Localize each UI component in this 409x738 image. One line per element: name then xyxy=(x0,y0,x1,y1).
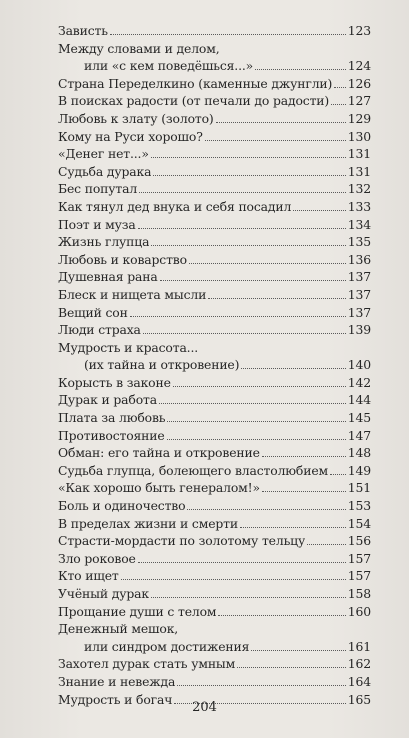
dot-leader xyxy=(330,474,346,475)
toc-entry-title: Учёный дурак xyxy=(58,586,149,601)
toc-entry xyxy=(58,497,371,515)
toc-entry-title: или синдром достижения xyxy=(84,638,250,654)
toc-entry-title: Жизнь глупца xyxy=(58,234,150,250)
dot-leader xyxy=(293,210,346,211)
toc-entry-title: Судьба дурака xyxy=(58,163,152,179)
toc-entry-row xyxy=(58,497,371,515)
toc-entry-title: Корысть в законе xyxy=(58,374,171,390)
dot-leader xyxy=(241,368,346,369)
toc-entry-title: Дурак и работа xyxy=(58,392,157,408)
toc-entry-row xyxy=(58,444,371,462)
toc-entry-page: 162 xyxy=(347,656,371,672)
toc-entry-page: 123 xyxy=(347,23,371,38)
toc-entry-page: 136 xyxy=(347,251,371,267)
toc-entry-page: 147 xyxy=(347,427,371,443)
dot-leader xyxy=(205,140,346,141)
toc-entry-title: Кто ищет xyxy=(58,568,119,584)
dot-leader xyxy=(151,245,345,246)
toc-entry-page: 153 xyxy=(347,498,371,514)
toc-entry-title-line: Между словами и делом, xyxy=(58,40,220,56)
toc-entry-title: Захотел дурак стать умным xyxy=(58,656,236,672)
dot-leader xyxy=(187,509,345,510)
toc-entry-page: 142 xyxy=(347,374,371,390)
toc-entry xyxy=(58,22,371,40)
toc-entry xyxy=(58,427,371,445)
toc-entry-title: Вещий сон xyxy=(58,304,128,320)
toc-entry-row xyxy=(58,180,371,198)
toc-entry-row xyxy=(58,286,371,304)
dot-leader xyxy=(173,386,346,387)
toc-entry-title: Поэт и муза xyxy=(58,216,136,232)
toc-entry-row xyxy=(58,515,371,533)
toc-entry-title: «Денег нет...» xyxy=(58,146,149,162)
toc-entry-title: Любовь к злату (золото) xyxy=(58,110,214,126)
dot-leader xyxy=(237,667,346,668)
toc-entry-title: (их тайна и откровение) xyxy=(84,357,240,373)
toc-entry xyxy=(58,110,371,128)
toc-entry-row xyxy=(58,356,371,374)
toc-entry-row xyxy=(58,567,371,585)
toc-entry-page: 129 xyxy=(347,110,371,126)
toc-entry-title-line: Мудрость и красота... xyxy=(58,339,199,355)
toc-entry-row xyxy=(58,638,371,656)
toc-entry-title: Блеск и нищета мысли xyxy=(58,286,207,302)
dot-leader xyxy=(138,228,346,229)
dot-leader xyxy=(251,650,346,651)
dot-leader xyxy=(138,562,346,563)
toc-entry xyxy=(58,163,371,181)
page-number: 204 xyxy=(192,700,217,715)
toc-entry-row xyxy=(58,673,371,691)
toc-entry xyxy=(58,233,371,251)
toc-entry-row xyxy=(58,233,371,251)
toc-entry xyxy=(58,620,371,655)
toc-entry xyxy=(58,216,371,234)
dot-leader xyxy=(130,316,346,317)
dot-leader xyxy=(255,69,346,70)
dot-leader xyxy=(151,597,346,598)
toc-entry xyxy=(58,550,371,568)
toc-entry xyxy=(58,515,371,533)
toc-entry xyxy=(58,286,371,304)
toc-entry xyxy=(58,479,371,497)
toc-entry xyxy=(58,532,371,550)
toc-entry-row xyxy=(58,585,371,603)
toc-entry-page: 160 xyxy=(347,603,371,619)
dot-leader xyxy=(218,615,345,616)
toc-entry-page: 161 xyxy=(347,638,371,654)
toc-entry-title: Зло роковое xyxy=(58,550,136,566)
toc-entry-page: 137 xyxy=(347,269,371,285)
dot-leader xyxy=(208,298,346,299)
toc-entry-row xyxy=(58,110,371,128)
toc-entry-row xyxy=(58,321,371,339)
toc-entry-page: 154 xyxy=(347,515,371,531)
toc-entry-page: 133 xyxy=(347,198,371,214)
toc-entry xyxy=(58,462,371,480)
toc-entry-title: Судьба глупца, болеющего властолюбием xyxy=(58,462,329,478)
dot-leader xyxy=(262,491,346,492)
toc-entry xyxy=(58,391,371,409)
toc-entry-page: 139 xyxy=(347,322,371,338)
toc-entry-title: Бес попутал xyxy=(58,181,138,197)
toc-entry-page: 132 xyxy=(347,181,371,197)
toc-entry xyxy=(58,585,371,603)
toc-entry xyxy=(58,444,371,462)
toc-entry-title: Кому на Руси хорошо? xyxy=(58,128,203,144)
toc-entry-title: Люди страха xyxy=(58,322,141,338)
dot-leader xyxy=(160,280,346,281)
toc-entry-title: В поисках радости (от печали до радости) xyxy=(58,93,330,109)
toc-entry-title: Обман: его тайна и откровение xyxy=(58,445,260,461)
toc-entry-page: 130 xyxy=(347,128,371,144)
toc-entry-page: 151 xyxy=(347,480,371,496)
toc-entry-row xyxy=(58,550,371,568)
toc-entry-page: 137 xyxy=(347,286,371,302)
toc-entry-title: Противостояние xyxy=(58,427,165,443)
dot-leader xyxy=(159,403,346,404)
toc-entry-title: Прощание души с телом xyxy=(58,603,217,619)
toc-entry-row xyxy=(58,216,371,234)
toc-entry-title: Любовь и коварство xyxy=(58,251,187,267)
toc-entry xyxy=(58,673,371,691)
toc-entry-title: или «с кем поведёшься...» xyxy=(84,58,254,74)
toc-entry-row xyxy=(58,427,371,445)
toc-entry-title: Страсти-мордасти по золотому тельцу xyxy=(58,533,306,549)
toc-entry-page: 126 xyxy=(347,75,371,91)
toc-entry-page: 127 xyxy=(347,93,371,109)
toc-entry-row xyxy=(58,57,371,75)
dot-leader xyxy=(177,685,346,686)
toc-entry-row xyxy=(58,163,371,181)
toc-entry-title: Страна Переделкино (каменные джунгли) xyxy=(58,75,333,91)
toc-entry xyxy=(58,339,371,374)
table-of-contents xyxy=(58,22,371,708)
toc-entry-title-line: Денежный мешок, xyxy=(58,621,179,637)
toc-entry xyxy=(58,374,371,392)
toc-entry xyxy=(58,567,371,585)
dot-leader xyxy=(189,263,346,264)
toc-entry xyxy=(58,304,371,322)
toc-entry xyxy=(58,198,371,216)
toc-entry xyxy=(58,268,371,286)
toc-entry-row xyxy=(58,391,371,409)
toc-entry xyxy=(58,409,371,427)
toc-entry-row xyxy=(58,128,371,146)
toc-entry-title: Боль и одиночество xyxy=(58,498,186,514)
dot-leader xyxy=(153,175,345,176)
toc-entry-row xyxy=(58,409,371,427)
toc-entry-row xyxy=(58,479,371,497)
dot-leader xyxy=(334,87,346,88)
toc-entry xyxy=(58,321,371,339)
toc-entry-row xyxy=(58,462,371,480)
toc-entry xyxy=(58,92,371,110)
dot-leader xyxy=(331,104,346,105)
dot-leader xyxy=(151,157,346,158)
toc-entry xyxy=(58,40,371,75)
toc-entry-row xyxy=(58,22,371,40)
toc-entry-page: 134 xyxy=(347,216,371,232)
toc-entry-title: Душевная рана xyxy=(58,269,158,285)
toc-entry-title: Плата за любовь xyxy=(58,410,166,426)
toc-entry-page: 144 xyxy=(347,392,371,408)
toc-entry-page: 157 xyxy=(347,550,371,566)
toc-entry-page: 149 xyxy=(347,462,371,478)
dot-leader xyxy=(262,456,346,457)
toc-entry-page: 145 xyxy=(347,410,371,426)
dot-leader xyxy=(307,544,346,545)
toc-entry-page: 158 xyxy=(347,586,371,601)
toc-entry-row xyxy=(58,532,371,550)
toc-entry-page: 137 xyxy=(347,304,371,320)
toc-entry-page: 135 xyxy=(347,234,371,250)
toc-entry-page: 140 xyxy=(347,357,371,373)
toc-entry xyxy=(58,180,371,198)
toc-entry-page: 148 xyxy=(347,445,371,461)
dot-leader xyxy=(216,122,346,123)
toc-entry-row xyxy=(58,92,371,110)
toc-entry xyxy=(58,603,371,621)
toc-entry-row xyxy=(58,655,371,673)
toc-entry-page: 156 xyxy=(347,533,371,549)
dot-leader xyxy=(240,527,346,528)
toc-entry xyxy=(58,145,371,163)
toc-entry-row xyxy=(58,603,371,621)
toc-entry xyxy=(58,251,371,269)
toc-entry-page: 131 xyxy=(347,163,371,179)
toc-entry-page: 165 xyxy=(347,691,371,707)
toc-entry-page: 164 xyxy=(347,673,371,689)
toc-entry-title: Зависть xyxy=(58,23,108,38)
toc-entry-title: Мудрость и богач xyxy=(58,691,173,707)
toc-entry-page: 157 xyxy=(347,568,371,584)
dot-leader xyxy=(167,421,345,422)
toc-entry-page: 124 xyxy=(347,58,371,74)
toc-entry-title: Как тянул дед внука и себя посадил xyxy=(58,198,292,214)
dot-leader xyxy=(121,579,346,580)
dot-leader xyxy=(143,333,346,334)
toc-entry-row xyxy=(58,304,371,322)
toc-entry-page: 131 xyxy=(347,146,371,162)
toc-entry-row xyxy=(58,268,371,286)
toc-entry xyxy=(58,128,371,146)
toc-entry-row xyxy=(58,145,371,163)
toc-entry-row xyxy=(58,75,371,93)
toc-entry xyxy=(58,75,371,93)
toc-entry xyxy=(58,655,371,673)
toc-entry-row xyxy=(58,251,371,269)
toc-entry-row xyxy=(58,374,371,392)
dot-leader xyxy=(110,34,346,35)
toc-entry-row xyxy=(58,198,371,216)
toc-entry-title: Знание и невежда xyxy=(58,673,176,689)
toc-entry-title: В пределах жизни и смерти xyxy=(58,515,238,531)
toc-entry-title: «Как хорошо быть генералом!» xyxy=(58,480,260,496)
dot-leader xyxy=(139,192,346,193)
dot-leader xyxy=(167,439,346,440)
